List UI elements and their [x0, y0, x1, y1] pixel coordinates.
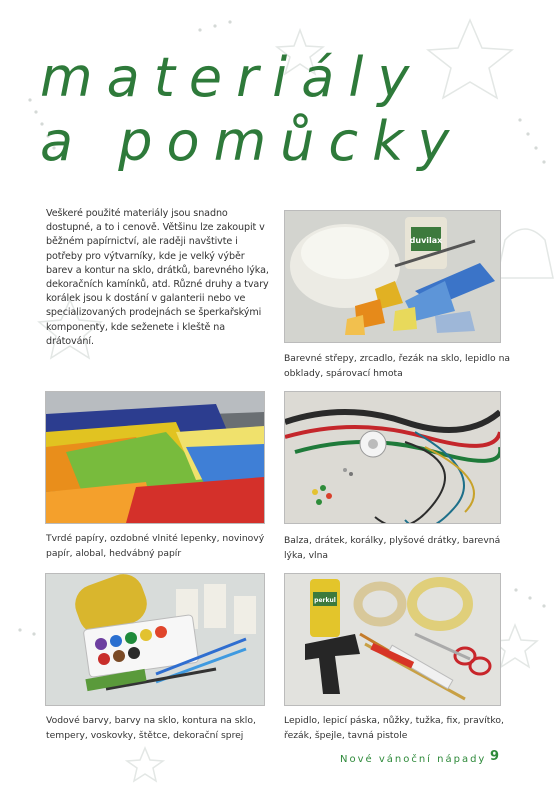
intro-paragraph: Veškeré použité materiály jsou snadno dostupné, a to i cenově. Většinu lze zakoupit v běžném papírnictví, ale raději navštivte i potřeby pro výtvarníky, kde je velký výběr barev a kontur na sklo, drátků, barevného lýka, dekoračních kamínků, atd. Různé druhy a tvary korálek jsou k dostání v galanterii nebo ve specializovaných prodejnách se šperkařskými komponenty, kde seženete i kleště na drátování. [46, 208, 269, 347]
page-title-line-1: materiály [40, 46, 424, 109]
caption-tools: Lepidlo, lepicí páska, nůžky, tužka, fix, pravítko, řezák, špejle, tavná pistole [284, 715, 504, 741]
star-decoration-icon [127, 748, 163, 781]
photo-glass-supplies-illustration [285, 211, 500, 342]
photo-glass-supplies [284, 210, 501, 343]
photo-wires-illustration [285, 392, 500, 523]
page-title-line-2: a pomůcky [40, 110, 464, 173]
caption-wires: Balza, drátek, korálky, plyšové drátky, barevná lýka, vlna [284, 535, 501, 561]
photo-paints-illustration [46, 574, 264, 705]
caption-papers: Tvrdé papíry, ozdobné vlnité lepenky, novinový papír, alobal, hedvábný papír [46, 533, 265, 559]
glue-tube-label: perkul [314, 597, 336, 604]
bell-decoration-icon [497, 229, 553, 278]
photo-papers-illustration [46, 392, 264, 523]
photo-wires [284, 391, 501, 524]
glue-brand-label: duvilax [409, 236, 443, 245]
caption-glass-supplies: Barevné střepy, zrcadlo, řezák na sklo, lepidlo na obklady, spárovací hmota [284, 353, 511, 379]
photo-tools-illustration [285, 574, 500, 705]
page-number: 9 [490, 749, 500, 764]
caption-paints: Vodové barvy, barvy na sklo, kontura na sklo, tempery, voskovky, štětce, dekorační sprej [46, 715, 256, 741]
photo-tools [284, 573, 501, 706]
footer-book-title: Nové vánoční nápady [340, 754, 487, 765]
star-decoration-icon [428, 20, 512, 98]
photo-papers [45, 391, 265, 524]
photo-paints [45, 573, 265, 706]
